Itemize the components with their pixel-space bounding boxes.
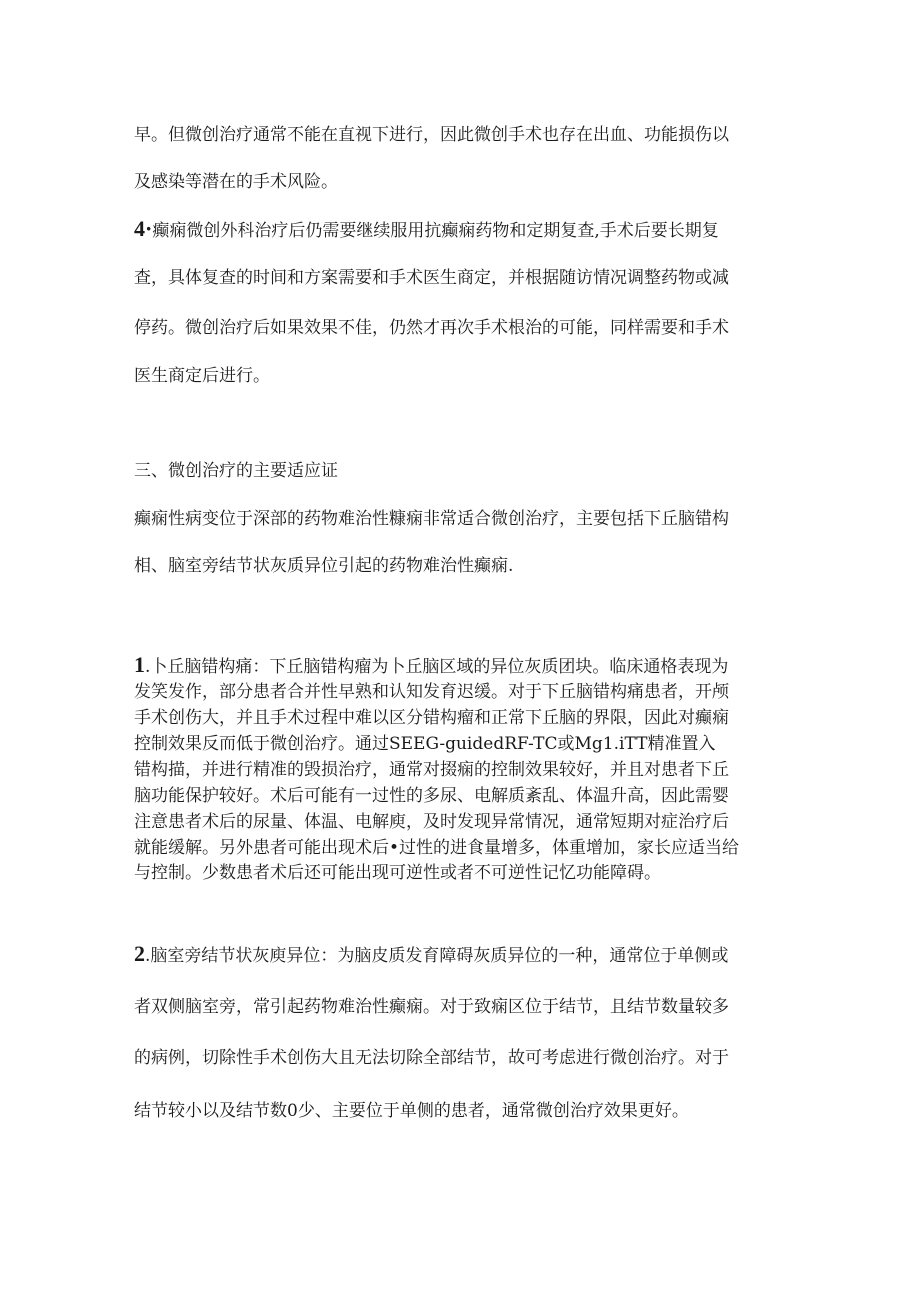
text-line: 与控制。少数患者术后还可能出现可逆性或者不可逆性记忆功能障碍。 bbox=[134, 863, 661, 883]
text-line: 者双侧脑室旁，常引起药物难治性癫痫。对于致痫区位于结节，且结节数量较多 bbox=[134, 997, 729, 1017]
item-number: 4· bbox=[134, 216, 153, 241]
text-line: 早。但微创治疗通常不能在直视下进行，因此微创手术也存在出血、功能损伤以 bbox=[134, 125, 729, 145]
text-line: 癫痫微创外科治疗后仍需要继续服用抗癫痫药物和定期复查,手术后要长期复 bbox=[152, 221, 719, 241]
text-line: 停药。微创治疗后如果效果不佳，仍然才再次手术根治的可能，同样需要和手术 bbox=[134, 318, 729, 338]
text-line: 结节较小以及结节数0少、主要位于单侧的患者，通常微创治疗效果更好。 bbox=[134, 1101, 689, 1121]
text-line: 医生商定后进行。 bbox=[134, 366, 270, 386]
item-4-first-line bbox=[134, 216, 719, 241]
text-line: 脑功能保护较好。术后可能有一过性的多尿、电解质紊乱、体温升高，因此需婴 bbox=[134, 786, 729, 806]
text-line: 的病例，切除性手术创伤大且无法切除全部结节，故可考虑进行微创治疗。对于 bbox=[134, 1048, 729, 1068]
sub-item-1-first-line bbox=[134, 652, 729, 677]
sub-item-2-first-line bbox=[134, 941, 729, 966]
text-line: 控制效果反而低于微创治疗。通过SEEG-guidedRF-TC或Mg1.iTT精准置入 bbox=[134, 734, 716, 754]
text-line: 错构描，并进行精准的毁损治疗，通常对掇痫的控制效果较好，并且对患者下丘 bbox=[134, 760, 729, 780]
text-line: 就能缓解。另外患者可能出现术后•过性的进食量增多，体重增加，家长应适当给 bbox=[134, 838, 740, 858]
text-line: 查，具体复查的时间和方案需要和手术医生商定，并根据随访情况调整药物或减 bbox=[134, 268, 729, 288]
item-number: 1 bbox=[134, 652, 145, 677]
text-line: 癫痫性病变位于深部的药物难治性糠痫非常适合微创治疗，主要包括下丘脑错构 bbox=[134, 509, 729, 529]
item-number: 2 bbox=[134, 941, 145, 966]
text-line: .脑室旁结节状灰庾异位：为脑皮质发育障碍灰质异位的一种，通常位于单侧或 bbox=[145, 946, 729, 966]
text-line: .卜丘脑错构痛：下丘脑错构瘤为卜丘脑区域的异位灰质团块。临床通格表现为 bbox=[145, 657, 729, 677]
text-line: 注意患者术后的尿量、体温、电解庾，及时发现异常情况，通常短期对症治疗后 bbox=[134, 812, 729, 832]
text-line: 相、脑室旁结节状灰质异位引起的药物难治性癫痫. bbox=[134, 556, 514, 576]
text-line: 发笑发作，部分患者合并性早熟和认知发育迟缓。对于下丘脑错构痛患者，开颅 bbox=[134, 682, 729, 702]
section-heading: 三、微创治疗的主要适应证 bbox=[134, 461, 338, 481]
text-line: 及感染等潜在的手术风险。 bbox=[134, 172, 338, 192]
text-line: 手术创伤大，并且手术过程中难以区分错构瘤和正常下丘脑的界限，因此对癫痫 bbox=[134, 708, 729, 728]
